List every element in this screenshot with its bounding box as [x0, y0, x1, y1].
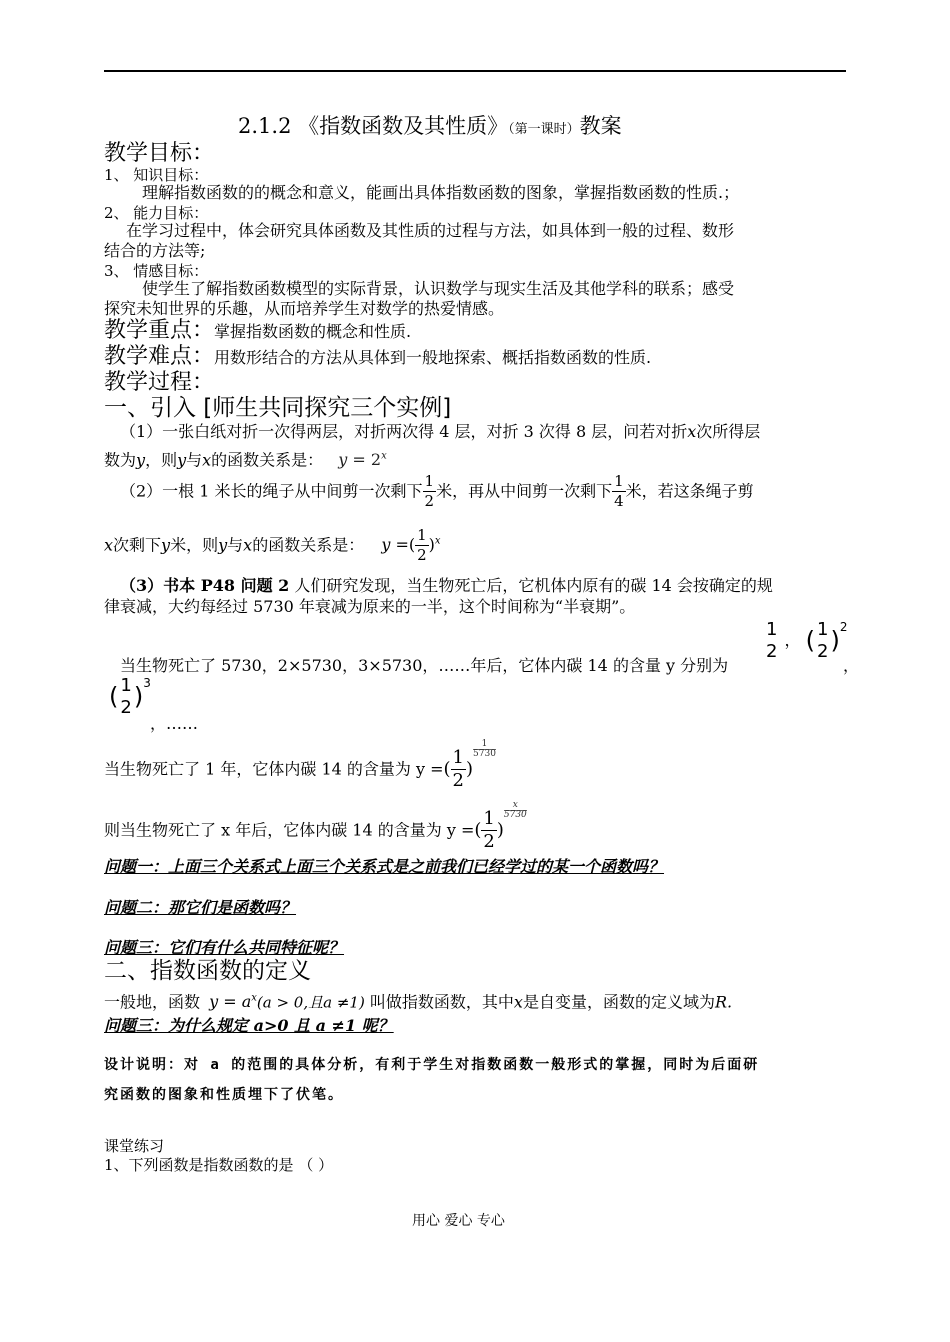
ellipsis: ，…… — [150, 714, 199, 733]
example1-line1: （1）一张白纸对折一次得两层，对折两次得 4 层，对折 3 次得 8 层，问若对折x次所得层 — [120, 422, 761, 441]
title-subtitle: （第一课时） — [508, 122, 580, 137]
half-cubed: ( 1 2 )$^3$ — [109, 674, 151, 718]
example3-x-years: 则当生物死亡了 x 年后，它体内碳 14 的含量为 y =( $\frac{1}{2}$ ) $\frac{x}{5730}$ — [104, 800, 527, 852]
formula-y-half-power-x: y =( $\frac{1}{2}$ )$^x$ — [381, 526, 441, 564]
title-end: 教案 — [579, 114, 622, 138]
design-note-line1: 设计说明：对 a 的范围的具体分析，有利于学生对指数函数一般形式的掌握，同时为后面研 — [104, 1057, 760, 1073]
ability-label: 2、 能力目标： — [104, 204, 209, 222]
formula-y-equals-a-power-x: $y = a^x$ — [209, 992, 257, 1012]
footer-text: 用心 爱心 专心 — [412, 1213, 505, 1229]
example3-line2: 律衰减，大约每经过 5730 年衰减为原来的一半，这个时间称为“半衰期”。 — [104, 597, 636, 616]
header-rule — [104, 70, 846, 72]
question-1: 问题一：上面三个关系式上面三个关系式是之前我们已经学过的某一个函数吗？ — [104, 857, 665, 876]
fraction-one-half: $\frac{1}{2}$ — [424, 472, 435, 510]
formula-y-equals-2-power-x: $y = 2^x$ — [338, 450, 387, 470]
practice-heading: 课堂练习 — [104, 1137, 165, 1155]
knowledge-label: 1、 知识目标： — [104, 166, 209, 184]
example3-line3: 当生物死亡了 5730，2×5730，3×5730，……年后，它体内碳 14 的含量 y 分别为 — [120, 656, 729, 675]
half-sequence: 1 2 ， ( 1 2 )$^2$ — [766, 618, 848, 662]
fraction-one-quarter: $\frac{1}{4}$ — [614, 472, 624, 510]
key-point-label: 教学重点： — [104, 318, 215, 343]
example3-line1: （3）书本 P48 问题 2 人们研究发现，当生物死亡后，它机体内原有的碳 14 会按确定的规 — [120, 576, 773, 595]
example2-line2: x次剩下y米，则y与x的函数关系是： y =( $\frac{1}{2}$ )$^x$ — [104, 526, 441, 564]
emotion-text-2: 探究未知世界的乐趣，从而培养学生对数学的热爱情感。 — [104, 299, 505, 318]
exponent-x-over-5730: $\frac{x}{5730}$ — [503, 800, 527, 820]
objectives-heading: 教学目标： — [104, 141, 215, 166]
key-point — [104, 318, 411, 344]
page-title — [238, 113, 622, 143]
example2-line1: （2）一根 1 米长的绳子从中间剪一次剩下 $\frac{1}{2}$ 米，再从中间剪一次剩下 $\frac{1}{4}$ 米，若这条绳子剪 — [120, 472, 754, 510]
comma-after-half-squared: ， — [843, 656, 860, 675]
emotion-text-1: 使学生了解指数函数模型的实际背景，认识数学与现实生活及其他学科的联系；感受 — [142, 279, 735, 298]
question-4: 问题三：为什么规定 a>0 且 a ≠1 呢？ — [104, 1016, 394, 1035]
question-3: 问题三：它们有什么共同特征呢？ — [104, 938, 345, 957]
example1-line2: 数为y，则y与x的函数关系是： $y = 2^x$ — [104, 450, 387, 470]
key-point-text: 掌握指数函数的概念和性质. — [214, 322, 412, 341]
emotion-label: 3、 情感目标： — [104, 262, 209, 280]
ability-text-2: 结合的方法等; — [104, 241, 206, 260]
difficulty-text: 用数形结合的方法从具体到一般地探索、概括指数函数的性质. — [214, 348, 652, 367]
definition-line: 一般地，函数 $y = a^x(a > 0$,且a ≠1) 叫做指数函数，其中x是自变量，函数的定义域为R. — [104, 992, 733, 1012]
section1-heading: 一、引入 [师生共同探究三个实例] — [104, 395, 452, 421]
question-2: 问题二：那它们是函数吗？ — [104, 898, 297, 917]
exponent-1-over-5730: $\frac{1}{5730}$ — [473, 739, 496, 759]
title-main: 2.1.2 《指数函数及其性质》 — [238, 114, 509, 138]
design-note-line2: 究函数的图象和性质埋下了伏笔。 — [104, 1087, 344, 1103]
section2-heading: 二、指数函数的定义 — [104, 958, 311, 984]
process-heading: 教学过程： — [104, 370, 215, 395]
difficulty-label: 教学难点： — [104, 344, 215, 369]
example3-one-year: 当生物死亡了 1 年，它体内碳 14 的含量为 y =( $\frac{1}{2}$ ) $\frac{1}{5730}$ — [104, 739, 496, 791]
practice-question-1: 1、下列函数是指数函数的是 （ ） — [104, 1156, 334, 1174]
knowledge-text: 理解指数函数的的概念和意义，能画出具体指数函数的图象，掌握指数函数的性质.； — [142, 183, 740, 202]
ability-text-1: 在学习过程中，体会研究具体函数及其性质的过程与方法，如具体到一般的过程、数形 — [126, 221, 735, 240]
condition: (a > 0,且a ≠1) — [256, 993, 365, 1012]
difficulty — [104, 344, 651, 370]
